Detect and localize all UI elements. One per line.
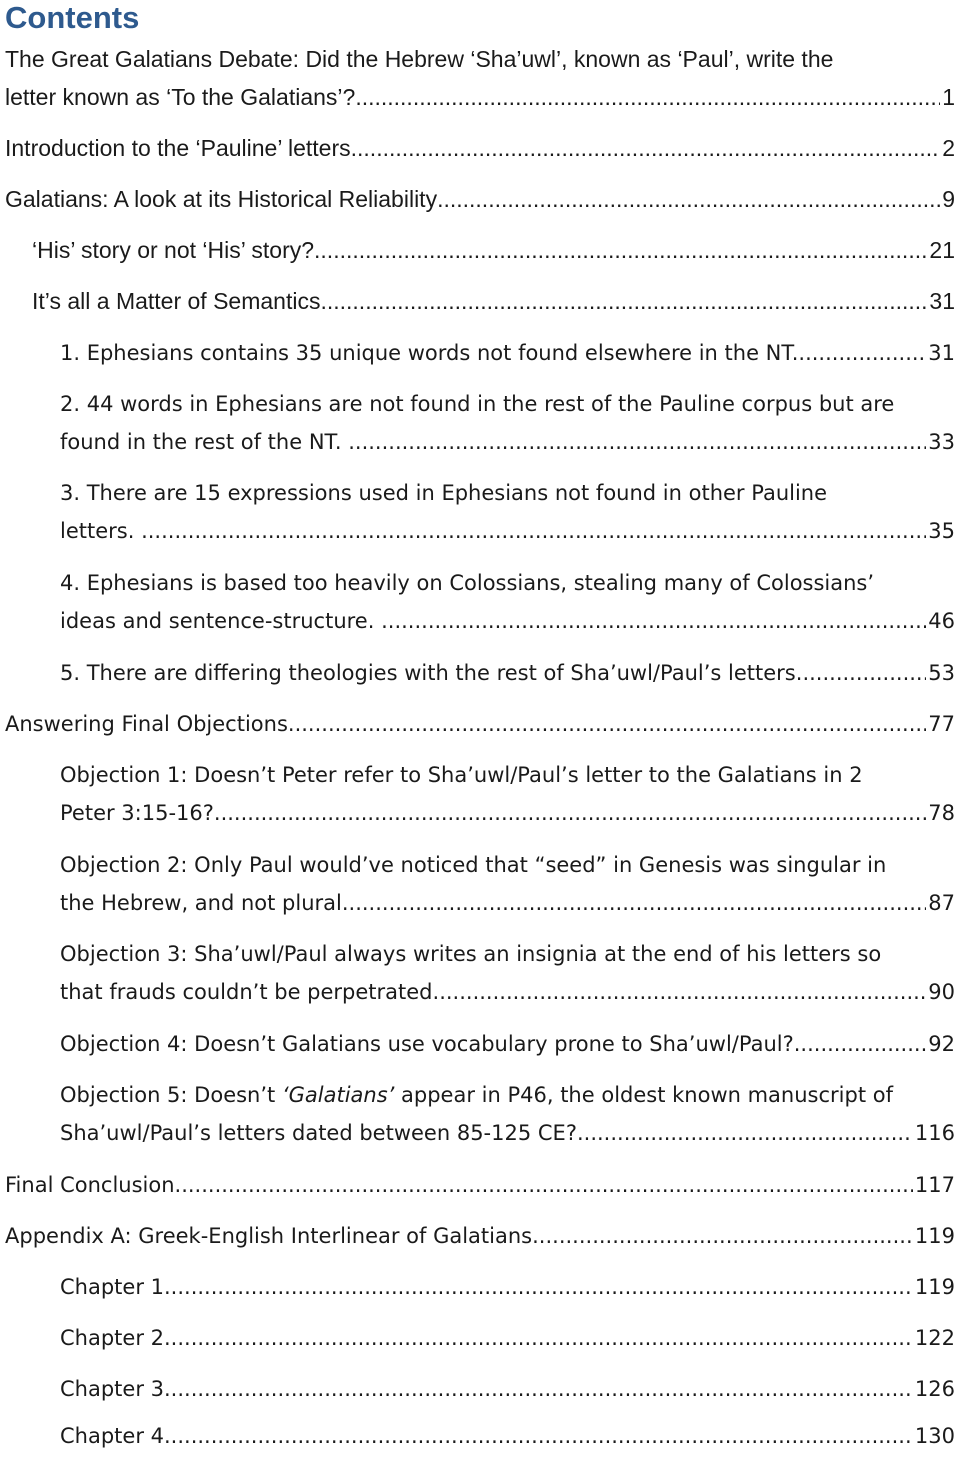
toc-page-number: 46 <box>928 609 955 633</box>
toc-entry-point-1[interactable] <box>60 334 955 372</box>
toc-page-number: 87 <box>928 891 955 915</box>
dot-leader <box>221 794 927 832</box>
toc-entry-text: 5. There are differing theologies with the rest of Sha’uwl/Paul’s letters. <box>60 661 803 685</box>
dot-leader <box>355 423 926 461</box>
toc-entry-text: Answering Final Objections <box>5 712 288 736</box>
toc-entry-final-conclusion[interactable] <box>5 1166 955 1204</box>
toc-entry-text: 2. 44 words in Ephesians are not found in the rest of the Pauline corpus but are <box>60 392 895 416</box>
toc-page-number: 31 <box>928 341 955 365</box>
toc-entry-text: 3. There are 15 expressions used in Ephesians not found in other Pauline <box>60 481 828 505</box>
toc-page-number: 21 <box>929 237 955 263</box>
toc-entry-objection-5[interactable] <box>60 1076 955 1152</box>
toc-page-number: 92 <box>928 1032 955 1056</box>
dot-leader <box>164 1319 913 1357</box>
dot-leader <box>320 231 927 269</box>
toc-entry-introduction[interactable] <box>5 129 955 167</box>
toc-entry-text: Objection 2: Only Paul would’ve noticed that “seed” in Genesis was singular in <box>60 853 887 877</box>
dot-leader <box>320 282 927 320</box>
toc-entry-point-3[interactable] <box>60 474 955 550</box>
toc-entry-text: Peter 3:15-16?. <box>60 801 221 825</box>
dot-leader <box>164 1370 913 1408</box>
toc-entry-text: Galatians: A look at its Historical Reliability <box>5 186 438 212</box>
toc-entry-final-objections[interactable] <box>5 705 955 743</box>
toc-entry-point-4[interactable] <box>60 564 955 640</box>
dot-leader <box>532 1217 913 1255</box>
toc-entry-text: that frauds couldn’t be perpetrated <box>60 980 433 1004</box>
toc-entry-chapter-3[interactable] <box>60 1370 955 1408</box>
toc-entry-text: letters. . <box>60 519 148 543</box>
toc-entry-text-part: Objection 5: Doesn’t <box>60 1083 282 1107</box>
toc-entry-objection-3[interactable] <box>60 935 955 1011</box>
dot-leader <box>437 180 940 218</box>
toc-page-number: 119 <box>914 1224 955 1248</box>
toc-entry-text: Objection 1: Doesn’t Peter refer to Sha’uwl/Paul’s letter to the Galatians in 2 <box>60 763 863 787</box>
toc-page-number: 78 <box>928 801 955 825</box>
dot-leader <box>148 512 927 550</box>
dot-leader <box>355 78 940 116</box>
dot-leader <box>798 334 926 372</box>
toc-entry-text: Chapter 3 <box>60 1377 164 1401</box>
toc-entry-text: Final Conclusion <box>5 1173 175 1197</box>
toc-entry-text: It’s all a Matter of Semantics <box>32 288 321 314</box>
toc-page-number: 90 <box>928 980 955 1004</box>
toc-entry-point-5[interactable] <box>60 654 955 692</box>
dot-leader <box>433 973 927 1011</box>
toc-page-number: 1 <box>942 84 955 110</box>
toc-page-number: 35 <box>928 519 955 543</box>
toc-entry-text: Chapter 1 <box>60 1275 164 1299</box>
toc-entry-text: 4. Ephesians is based too heavily on Colossians, stealing many of Colossians’ <box>60 571 875 595</box>
toc-entry-chapter-2[interactable] <box>60 1319 955 1357</box>
toc-entry-great-galatians-debate[interactable] <box>5 40 955 116</box>
toc-entry-text: Chapter 2 <box>60 1326 164 1350</box>
toc-page-number: 122 <box>914 1326 955 1350</box>
toc-entry-semantics[interactable] <box>32 282 955 320</box>
toc-entry-appendix-a[interactable] <box>5 1217 955 1255</box>
toc-entry-historical-reliability[interactable] <box>5 180 955 218</box>
toc-entry-text-part: appear in P46, the oldest known manuscript of <box>394 1083 893 1107</box>
dot-leader <box>584 1114 913 1152</box>
toc-entry-text: ideas and sentence-structure. . <box>60 609 388 633</box>
toc-entry-text: ‘His’ story or not ‘His’ story?. <box>32 237 321 263</box>
dot-leader <box>388 602 927 640</box>
toc-page-number: 77 <box>928 712 955 736</box>
toc-entry-objection-4[interactable] <box>60 1025 955 1063</box>
toc-entry-chapter-4[interactable] <box>60 1417 955 1455</box>
toc-page-number: 31 <box>929 288 955 314</box>
dot-leader <box>342 884 926 922</box>
toc-entry-text: letter known as ‘To the Galatians’? <box>5 84 356 110</box>
dot-leader <box>164 1417 913 1455</box>
toc-page-number: 53 <box>928 661 955 685</box>
dot-leader <box>802 654 926 692</box>
toc-entry-text: Objection 3: Sha’uwl/Paul always writes an insignia at the end of his letters so <box>60 942 882 966</box>
toc-entry-text-italic: ‘Galatians’ <box>281 1083 395 1107</box>
dot-leader <box>164 1268 913 1306</box>
toc-entry-text: Objection 4: Doesn’t Galatians use vocabulary prone to Sha’uwl/Paul? <box>60 1032 794 1056</box>
toc-page-number: 126 <box>914 1377 955 1401</box>
toc-entry-text <box>60 1076 955 1114</box>
toc-entry-text: Chapter 4 <box>60 1424 164 1448</box>
toc-entry-text: found in the rest of the NT. . <box>60 430 355 454</box>
toc-page-number: 119 <box>914 1275 955 1299</box>
toc-entry-objection-2[interactable] <box>60 846 955 922</box>
toc-entry-chapter-1[interactable] <box>60 1268 955 1306</box>
toc-page-number: 116 <box>914 1121 955 1145</box>
toc-page-number: 9 <box>942 186 955 212</box>
toc-page-number: 2 <box>942 135 955 161</box>
toc-entry-text: 1. Ephesians contains 35 unique words not found elsewhere in the NT. <box>60 341 799 365</box>
toc-page-number: 117 <box>914 1173 955 1197</box>
toc-page-number: 130 <box>914 1424 955 1448</box>
toc-entry-point-2[interactable] <box>60 385 955 461</box>
toc-entry-text: Appendix A: Greek-English Interlinear of Galatians <box>5 1224 533 1248</box>
toc-entry-text: The Great Galatians Debate: Did the Hebrew ‘Sha’uwl’, known as ‘Paul’, write the <box>5 46 834 72</box>
toc-heading: Contents <box>5 0 140 35</box>
toc-entry-text: Sha’uwl/Paul’s letters dated between 85-125 CE?. <box>60 1121 584 1145</box>
toc-entry-text: the Hebrew, and not plural <box>60 891 342 915</box>
dot-leader <box>794 1025 927 1063</box>
toc-entry-objection-1[interactable] <box>60 756 955 832</box>
toc-entry-his-story[interactable] <box>32 231 955 269</box>
dot-leader <box>351 129 941 167</box>
dot-leader <box>175 1166 913 1204</box>
toc-page-number: 33 <box>928 430 955 454</box>
dot-leader <box>288 705 926 743</box>
toc-entry-text: Introduction to the ‘Pauline’ letters <box>5 135 351 161</box>
